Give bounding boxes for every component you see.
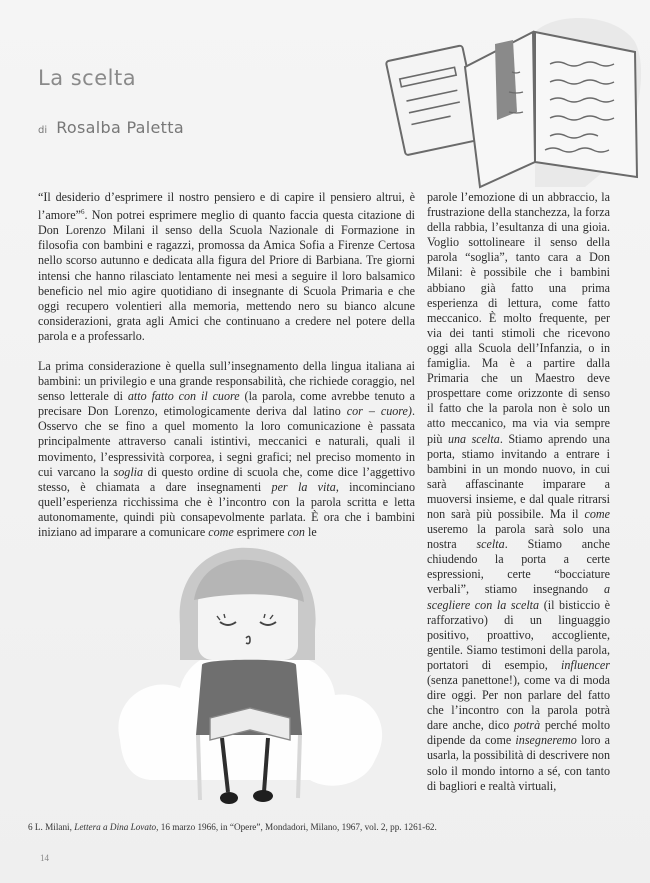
footnote	[28, 822, 628, 832]
paragraph	[38, 190, 415, 344]
text-segment: “Il desiderio d’esprimere il nostro pensiero e di capire il pensiero altrui, è l’amore”	[38, 190, 415, 223]
italic-phrase: come	[208, 525, 234, 539]
page-number: 14	[40, 853, 49, 863]
text-segment: useremo la parola sarà solo una nostra	[427, 522, 610, 552]
article-title: La scelta	[38, 66, 137, 90]
text-segment: , incominciano quell’esperienza ricchissima che è l’incontro con la parola scritta e letta autonomamente, quindi più consapevolmente parlata. È ora che i bambini iniziano ad imparare a comunicare	[38, 479, 415, 539]
text-segment: 6 L. Milani,	[28, 822, 75, 832]
text-segment: parole l’emozione di un abbraccio, la frustrazione della stanchezza, la forza della rabbia, l’esultanza di una gioia. Voglio sottolineare il senso della parola “soglia”, tanto cara a Don Milani: è possibile che i bambini abbiano già fatto una prima esperienza di lettura, come fatto meccanico. È molto frequente, per via dei tanti stimoli che ricevono oggi alla Scuola dell’Infanzia, o in famiglia. Ma è a partire dalla Primaria che un Maestro deve prospettare come orizzonte di senso il fatto che la parola non è solo un atto meccanico, ma via via sempre più	[427, 190, 610, 446]
italic-phrase: Lettera a Dina Lovato	[74, 822, 157, 832]
italic-phrase: potrà	[513, 718, 541, 733]
girl-reading-on-cloud-illustration	[110, 530, 400, 820]
right-column	[427, 190, 610, 794]
text-segment: loro a usarla, la possibilità di descrivere non solo il mondo intorno a sé, con tanto di bagliori e realtà virtuali,	[427, 733, 610, 793]
text-segment: , 16 marzo 1966, in “Opere”, Mondadori, Milano, 1967, vol. 2, pp. 1261-62.	[156, 822, 437, 832]
paragraph	[427, 190, 610, 794]
left-column	[38, 190, 415, 540]
text-segment: (la parola, come avrebbe tenuto a precisare Don Lorenzo, etimologicamente deriva dal latino	[38, 389, 415, 419]
open-book-and-notebook-icon	[385, 12, 647, 192]
italic-phrase: come	[584, 506, 610, 521]
text-segment: (il bisticcio è rafforzativo) di un linguaggio positivo, proattivo, accogliente, gentile. Siamo testimoni della parola, portatori di esempio,	[427, 597, 610, 672]
italic-phrase: cor – cuore)	[346, 404, 412, 419]
text-segment: (senza panettone!), come va di moda dire oggi. Per non parlare del fatto che l’incontro con la parola potrà dare anche, dico	[427, 673, 610, 733]
author-prefix: di	[38, 125, 48, 136]
text-segment: perché molto dipende da come	[427, 718, 610, 748]
text-segment: La prima considerazione è quella sull’insegnamento della lingua italiana ai bambini: un privilegio e una grande responsabilità, che richiede coraggio, nel senso letterale di	[38, 358, 415, 404]
text-segment: esprimere	[233, 525, 288, 539]
author-name: Rosalba Paletta	[56, 118, 184, 137]
italic-phrase: influencer	[560, 657, 610, 672]
paragraph	[38, 359, 415, 540]
italic-phrase: soglia	[113, 464, 144, 479]
author-line	[38, 118, 184, 137]
text-segment: . Osservo che se fino a quel momento la loro comunicazione è passata principalmente attraverso canali istintivi, meccanici e naturali, quali il movimento, l’espressività corporea, i segni grafici; nel preciso momento in cui varcano la	[38, 404, 415, 479]
italic-phrase: scelta	[476, 537, 505, 552]
italic-phrase: una scelta	[447, 431, 500, 446]
text-segment: . Non potrei esprimere meglio di quanto faccia questa citazione di Don Lorenzo Milani il senso della Scuola Nazionale di Formazione in filosofia con bambini e ragazzi, promossa da Amica Sofia a Firenze Certosa nello scorso autunno e dedicata alla figura del Priore di Barbiana. Tre giorni intensi che hanno rilasciato lentamente nei mesi a seguire il loro balsamico beneficio nel mio agire quotidiano di insegnante di Scuola Primaria e che oggi recupero volentieri alla memoria, mettendo nero su bianco alcune considerazioni, grata agli Amici che continuano a credere nel potere della parola e a professarlo.	[38, 208, 415, 343]
text-segment: . Stiamo anche chiudendo la porta a certe espressioni, certe “bocciature verbali”, stiamo insegnando	[427, 537, 610, 597]
italic-phrase: insegneremo	[515, 733, 577, 748]
italic-phrase: a scegliere con la scelta	[427, 582, 610, 612]
text-segment: le	[304, 525, 317, 539]
text-segment: di questo ordine di scuola che, come dice l’aggettivo stesso, è chiamata a dare insegnamenti	[38, 464, 415, 494]
italic-phrase: atto fatto con il cuore	[127, 389, 240, 404]
footnote-reference[interactable]: 6	[80, 208, 85, 217]
text-segment: . Stiamo aprendo una porta, stiamo invitando a entrare i bambini in un mondo nuovo, in cui sarà affascinante imparare a muoversi insieme, e dal quale ritrarsi non sarà più possibile. Ma il	[427, 431, 611, 521]
italic-phrase: per la vita	[271, 479, 336, 494]
italic-phrase: con	[287, 525, 305, 539]
